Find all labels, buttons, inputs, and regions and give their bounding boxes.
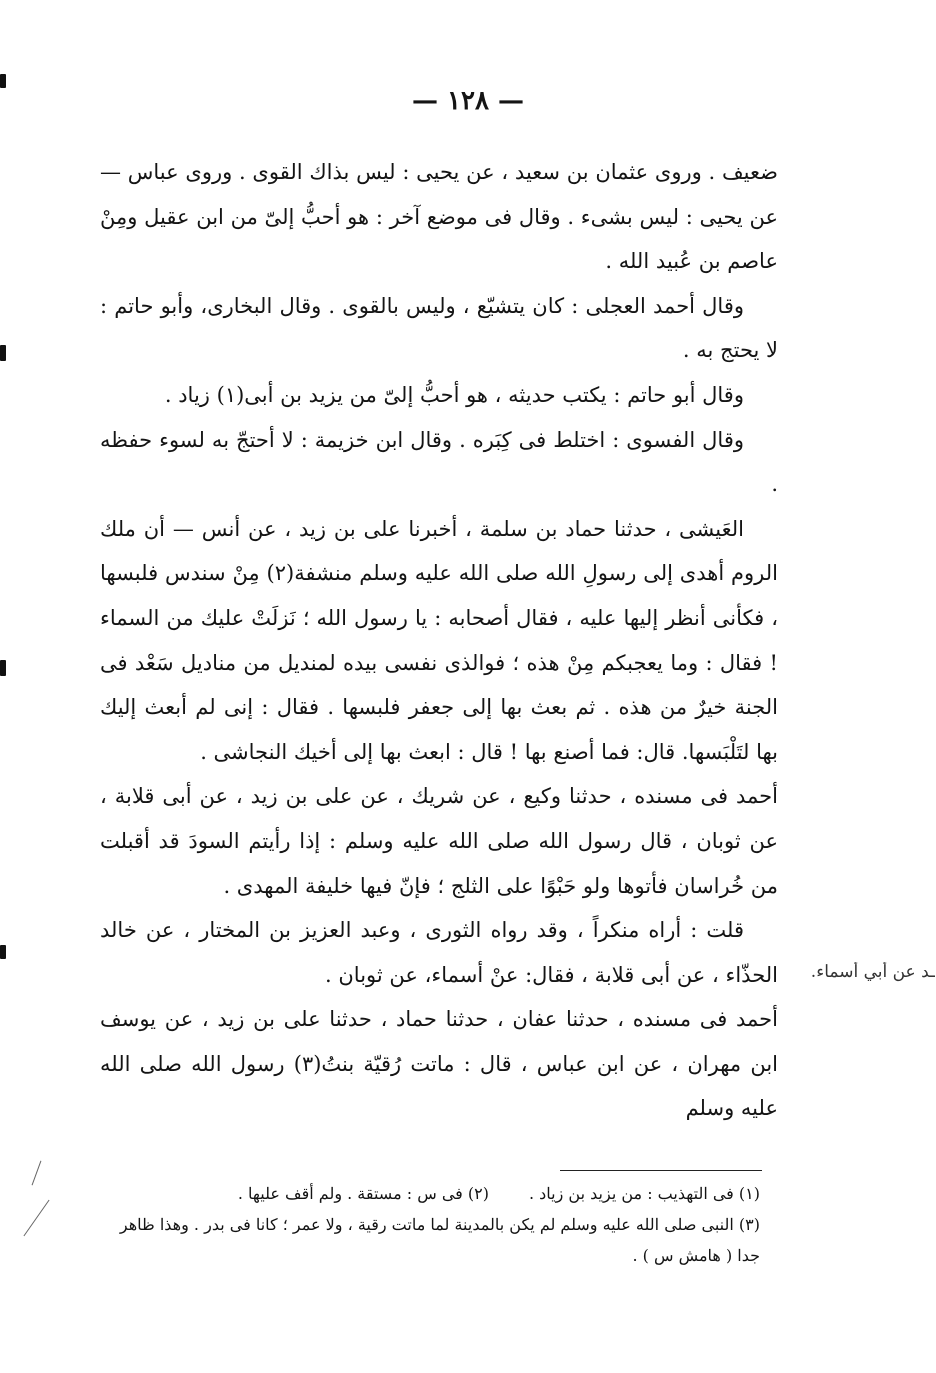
scan-edge-mark (0, 74, 6, 88)
paragraph: وقال أحمد العجلى : كان يتشيّع ، وليس بالقوى . وقال البخارى، وأبو حاتم : لا يحتج به . (100, 293, 778, 363)
footnotes (100, 1178, 760, 1271)
footnote-row (100, 1178, 760, 1209)
scan-edge-mark (0, 660, 6, 676)
paragraph: ضعيف . وروى عثمان بن سعيد ، عن يحيى : ليس بذاك القوى . وروى عباس — عن يحيى : ليس بشىء . وقال فى موضع آخر : هو أحبُّ إلىّ من ابن عقيل ومِنْ عاصم بن عُبيد الله . (100, 160, 778, 274)
paragraph: وقال أبو حاتم : يكتب حديثه ، هو أحبُّ إلىّ من يزيد بن أبى(١) زياد . (164, 382, 744, 407)
pencil-mark (32, 1161, 42, 1186)
footnote-2: (٢) فى س : مستقة . ولم أقف عليها . (237, 1184, 489, 1203)
handwritten-margin-note: ـد عن أبي أسماء. (810, 962, 935, 982)
footnote-divider (560, 1170, 762, 1171)
paragraph: أحمد فى مسنده ، حدثنا عفان ، حدثنا حماد ، حدثنا على بن زيد ، عن يوسف ابن مهران ، عن ابن عباس ، قال : ماتت رُقيّة بنتُ(٣) رسول الله صلى الله عليه وسلم (100, 1007, 778, 1121)
scan-edge-mark (0, 945, 6, 959)
paragraph: قلت : أراه منكراً ، وقد رواه الثورى ، وعبد العزيز بن المختار ، عن خالد الحذّاء ، عن أبى قلابة ، فقال: عنْ أسماء، عن ثوبان . (100, 918, 778, 987)
footnote-1: (١) فى التهذيب : من يزيد بن زياد . (528, 1184, 760, 1203)
main-text (100, 150, 778, 1131)
paragraph: العَيشى ، حدثنا حماد بن سلمة ، أخبرنا على بن زيد ، عن أنس — أن ملك الروم أهدى إلى رسولِ الله صلى الله عليه وسلم منشفة(٢) مِنْ سندس فلبسها ، فكأنى أنظر إليها عليه ، فقال أصحابه : يا رسول الله ؛ نَزلَتْ عليك من السماء ! فقال : وما يعجبكم مِنْ هذه ؛ فوالذى نفسى بيده لمنديل من مناديل سَعْد فى الجنة خيرٌ من هذه . ثم بعث بها إلى جعفر فلبسها . فقال : إنى لم أبعث إليك بها لتَلْبَسها. قال: فما أصنع بها ! قال : ابعث بها إلى أخيك النجاشى . (100, 516, 778, 764)
page-number: — ١٢٨ — (411, 86, 525, 116)
scan-edge-mark (0, 345, 6, 361)
footnote-3: (٣) النبى صلى الله عليه وسلم لم يكن بالمدينة لما ماتت رقية ، ولا عمر ؛ كانا فى بدر . وهذا ظاهر جدا ( هامش س ) . (119, 1215, 760, 1265)
pencil-mark (23, 1200, 49, 1237)
paragraph: أحمد فى مسنده ، حدثنا وكيع ، عن شريك ، عن على بن زيد ، عن أبى قلابة ، عن ثوبان ، قال رسول الله صلى الله عليه وسلم : إذا رأيتم السودَ قد أقبلت من خُراسان فأتوها ولو حَبْوًا على الثلج ؛ فإنّ فيها خليفة المهدى . (100, 784, 778, 898)
paragraph: وقال الفسوى : اختلط فى كِبَره . وقال ابن خزيمة : لا أحتجّ به لسوء حفظه . (100, 427, 778, 497)
